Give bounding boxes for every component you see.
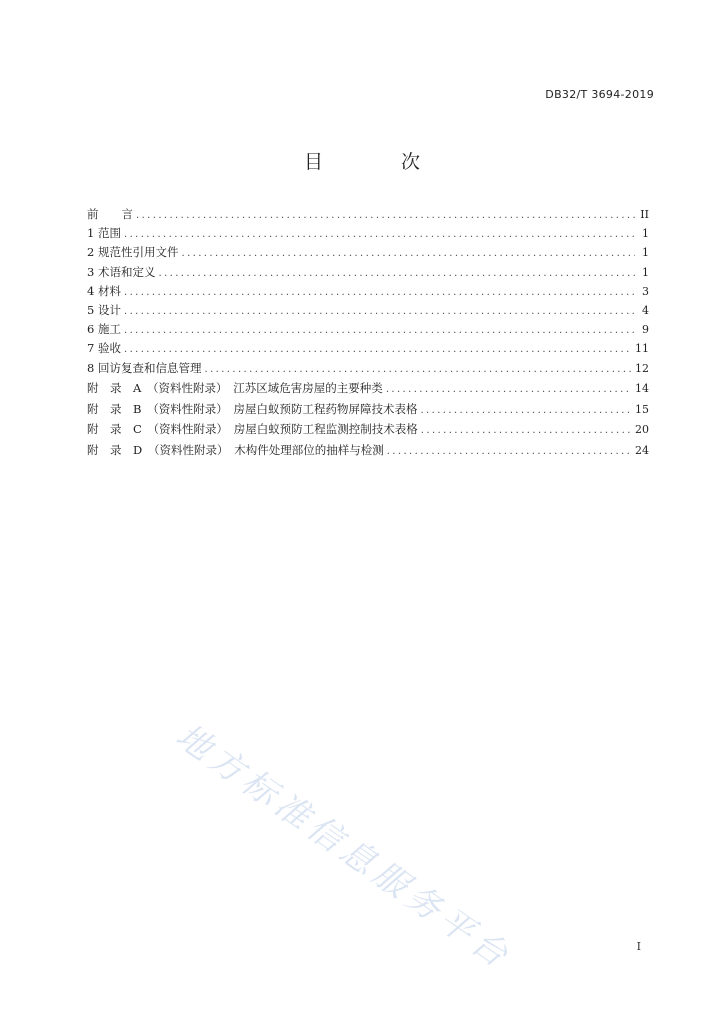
toc-entry-page: 3 bbox=[642, 284, 649, 298]
toc-dot-leader bbox=[124, 225, 635, 244]
toc-entry-label: 6 施工 bbox=[87, 322, 121, 337]
toc-title: 目 次 bbox=[303, 151, 457, 173]
toc-dot-leader bbox=[124, 283, 635, 302]
toc-entry-page: 1 bbox=[642, 246, 649, 260]
toc-entry-page: 1 bbox=[642, 265, 649, 279]
toc-entry-page: 4 bbox=[642, 303, 649, 317]
toc-entry-page: 24 bbox=[635, 443, 649, 457]
document-code: DB32/T 3694-2019 bbox=[545, 88, 654, 101]
toc-dot-leader bbox=[158, 264, 635, 283]
toc-dot-leader bbox=[136, 206, 635, 225]
toc-entry-appendix-c[interactable] bbox=[87, 420, 649, 441]
toc-entry-label: 1 范围 bbox=[87, 226, 121, 241]
toc-entry-page: 20 bbox=[635, 423, 649, 436]
toc-entry-appendix-d[interactable] bbox=[87, 441, 649, 462]
toc-entry-label: 8 回访复查和信息管理 bbox=[87, 360, 202, 375]
toc-entry-terms-definitions[interactable] bbox=[87, 263, 649, 282]
toc-entry-label: 附 录 A （资料性附录） 江苏区域危害房屋的主要种类 bbox=[87, 381, 383, 395]
toc-entry-scope[interactable] bbox=[87, 224, 649, 243]
toc-entry-label: 5 设计 bbox=[87, 302, 121, 317]
toc-entry-label: 3 术语和定义 bbox=[87, 264, 156, 279]
toc-entry-page: 14 bbox=[635, 382, 649, 395]
toc-entry-acceptance[interactable] bbox=[87, 339, 649, 358]
toc-entry-follow-up[interactable] bbox=[87, 359, 649, 380]
toc-entry-label: 4 材料 bbox=[87, 283, 121, 298]
toc-entry-label: 附 录 B （资料性附录） 房屋白蚁预防工程药物屏障技术表格 bbox=[87, 401, 418, 416]
toc-entry-label: 附 录 D （资料性附录） 木构件处理部位的抽样与检测 bbox=[87, 442, 384, 457]
toc-entry-appendix-b[interactable] bbox=[87, 400, 649, 421]
watermark: 地方标准信息服务平台 bbox=[168, 715, 520, 979]
toc-entry-design[interactable] bbox=[87, 301, 649, 320]
toc-entry-label: 附 录 C （资料性附录） 房屋白蚁预防工程监测控制技术表格 bbox=[87, 422, 418, 436]
toc-entry-materials[interactable] bbox=[87, 282, 649, 301]
table-of-contents bbox=[87, 205, 649, 461]
toc-dot-leader bbox=[204, 360, 631, 379]
toc-dot-leader bbox=[181, 244, 635, 263]
toc-entry-label: 前 言 bbox=[87, 207, 133, 221]
toc-entry-page: 15 bbox=[635, 402, 649, 416]
toc-entry-page: 1 bbox=[642, 227, 649, 241]
toc-entry-appendix-a[interactable] bbox=[87, 379, 649, 400]
toc-entry-page: II bbox=[640, 208, 649, 221]
toc-entry-page: 9 bbox=[642, 323, 649, 337]
toc-entry-construction[interactable] bbox=[87, 320, 649, 339]
toc-dot-leader bbox=[387, 442, 631, 461]
toc-entry-label: 7 验收 bbox=[87, 341, 121, 356]
toc-entry-label: 2 规范性引用文件 bbox=[87, 245, 179, 260]
toc-dot-leader bbox=[124, 302, 635, 321]
toc-dot-leader bbox=[386, 380, 631, 399]
toc-dot-leader bbox=[124, 321, 635, 340]
toc-entry-foreword[interactable] bbox=[87, 205, 649, 224]
toc-entry-page: 12 bbox=[635, 361, 649, 375]
toc-dot-leader bbox=[420, 401, 631, 420]
page-number: I bbox=[636, 940, 641, 953]
toc-entry-page: 11 bbox=[635, 342, 649, 356]
toc-entry-normative-references[interactable] bbox=[87, 243, 649, 262]
toc-dot-leader bbox=[421, 421, 631, 440]
toc-dot-leader bbox=[124, 340, 631, 359]
